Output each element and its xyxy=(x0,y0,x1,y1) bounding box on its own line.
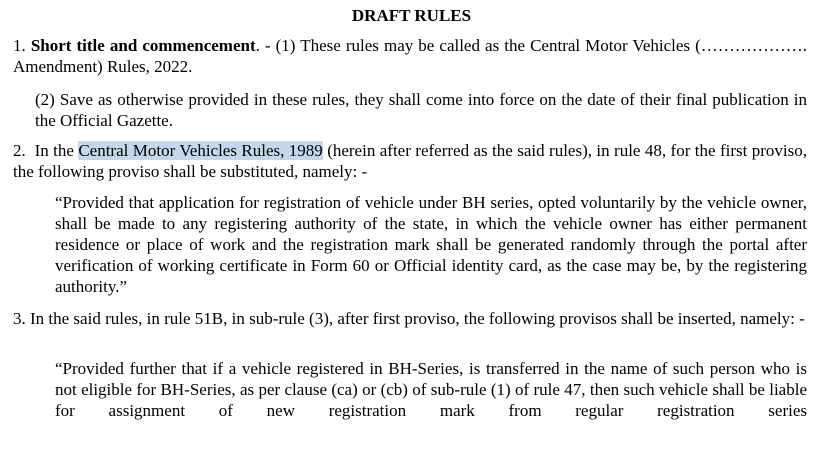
highlighted-rules-reference[interactable]: Central Motor Vehicles Rules, 1989 xyxy=(78,141,323,160)
document-title: DRAFT RULES xyxy=(351,6,472,25)
section-3-paragraph: 3. In the said rules, in rule 51B, in sub-rule (3), after first proviso, the following provisos shall be inserted, namely: - xyxy=(13,309,805,328)
section-1-number: 1. xyxy=(13,36,26,55)
section-2-paragraph xyxy=(13,140,807,182)
section-2-text: (herein after referred as the said rules), in rule 48, for the first proviso, the following proviso shall be substituted, namely: - xyxy=(13,141,807,181)
section-1-text: . - (1) These rules may be called as the Central Motor Vehicles (………………. Amendment) Rules, 2022. xyxy=(13,36,807,76)
section-2-proviso: “Provided that application for registration of vehicle under BH series, opted voluntarily by the vehicle owner, shall be made to any registering authority of the state, in which the vehicle owner has either permanent residence or place of work and the registration mark shall be generated randomly through the portal after verification of working certificate in Form 60 or Official identity card, as the case may be, by the registering authority.” xyxy=(55,193,807,296)
section-1-paragraph xyxy=(13,35,807,77)
section-1-heading: Short title and commencement xyxy=(30,36,256,55)
section-2-prefix: 2. In the xyxy=(13,141,79,160)
section-1-subrule-2: (2) Save as otherwise provided in these rules, they shall come into force on the date of their final publication in the Official Gazette. xyxy=(35,90,807,130)
section-3-proviso: “Provided further that if a vehicle registered in BH-Series, is transferred in the name of such person who is not eligible for BH-Series, as per clause (ca) or (cb) of sub-rule (1) of rule 47, then such vehicle shall be liable for assignment of new registration mark from regular registration series xyxy=(55,359,807,420)
